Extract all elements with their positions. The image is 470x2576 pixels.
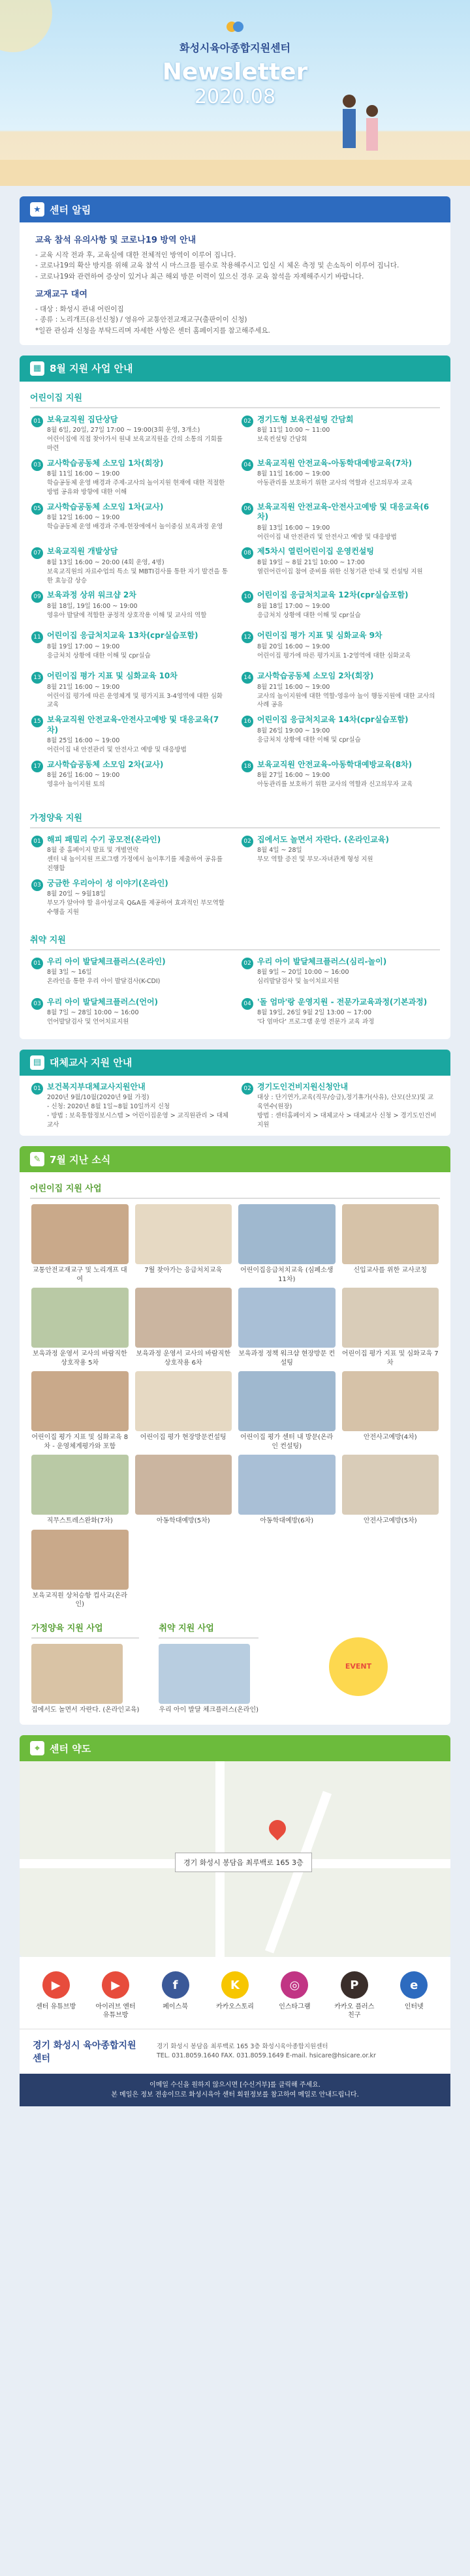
sns-icon: f — [162, 1971, 189, 1999]
event-number: 01 — [31, 416, 43, 427]
event-item[interactable] — [242, 1082, 439, 1130]
event-item[interactable] — [242, 459, 439, 497]
july-photo[interactable] — [135, 1204, 232, 1264]
sns-icon: ▶ — [42, 1971, 70, 1999]
event-badge[interactable]: EVENT — [329, 1637, 388, 1696]
event-title: 집에서도 놀면서 자란다. (온라인교육) — [257, 834, 389, 844]
daycare-support-subheading: 어린이집 지원 — [30, 388, 440, 408]
july-photo[interactable] — [238, 1288, 336, 1348]
event-number: 02 — [242, 836, 253, 847]
july-photo-caption: 7월 찾아가는 응급처치교육 — [144, 1267, 223, 1275]
event-title: 제5차시 열린어린이집 운영컨설팅 — [257, 547, 374, 556]
event-item[interactable] — [242, 547, 439, 585]
event-item[interactable] — [31, 1082, 228, 1130]
event-desc: 8월 26일 19:00 ~ 19:00 응급처치 상황에 대한 이해 및 cpr실습 — [257, 727, 361, 744]
event-item[interactable] — [242, 502, 439, 542]
july-photo-caption: 어린이집 평가 현장방문컨설팅 — [140, 1434, 227, 1442]
event-item[interactable] — [31, 459, 228, 497]
notice-section — [20, 196, 450, 345]
calendar-icon: ▦ — [30, 361, 44, 376]
event-title: 우리 아이 발달체크플러스(심리-놀이) — [257, 956, 387, 966]
event-desc: 8월 19일, 26일 9월 2일 13:00 ~ 17:00 '다 엄마다' 프로그램 운영 전문가 교육 과정 — [257, 1009, 375, 1026]
event-number: 13 — [31, 672, 43, 684]
event-title: 해피 패밀리 수기 공모전(온라인) — [47, 834, 161, 844]
event-desc: 8월 11일 16:00 ~ 19:00 아동관리를 보호하기 위한 교사의 역할과 신고의무자 교육 — [257, 470, 413, 487]
event-number: 01 — [31, 1083, 43, 1095]
hero-title-block — [0, 20, 470, 108]
sns-label: 인스타그램 — [279, 2003, 311, 2011]
event-desc: 8월 19일 ~ 8월 21일 10:00 ~ 17:00 열린어린이집 참여 준비를 위한 신청기관 안내 및 컨설팅 지원 — [257, 558, 423, 575]
july-photo[interactable] — [342, 1288, 439, 1348]
event-title: 보육교직원 안전교육-안전사고예방 및 대응교육(6차) — [257, 502, 430, 522]
event-desc: 8월 6일, 20일, 27일 17:00 ~ 19:00(3회 운영, 3개소) 어린이집에 직접 찾아가서 원내 보육교직원을 간의 소통의 기회를 마련 — [47, 427, 223, 452]
event-title: 보육교직원 집단상담 — [47, 414, 118, 424]
event-item[interactable] — [242, 671, 439, 710]
footer-org: 경기 화성시 육아종합지원센터 — [33, 2040, 136, 2065]
july-photo-caption: 어린이집응급처치교육 (심폐소생 11차) — [240, 1267, 334, 1283]
event-desc: 8월 4일 ~ 28일 부모 역할 증진 및 부모-자녀관계 형성 지원 — [257, 847, 373, 864]
event-number: 01 — [31, 836, 43, 847]
program-section — [20, 356, 450, 1039]
event-desc: 대상 : 단기연가,교육(직무/승급),정기휴가(사유), 산모(산모)및 교육연수(원장) 방법 : 센터홈페이지 > 대체교사 > 대체교사 신청 > 경기도인건비지원 — [257, 1094, 437, 1129]
event-title: 궁금한 우리아이 성 이야기(온라인) — [47, 878, 168, 888]
event-item[interactable] — [242, 835, 439, 873]
july-weak-caption: 우리 아이 발달 체크플러스(온라인) — [159, 1706, 259, 1714]
july-photo-caption: 신입교사를 위한 교사코칭 — [353, 1267, 428, 1275]
event-item[interactable] — [242, 415, 439, 453]
july-photo[interactable] — [135, 1288, 232, 1348]
event-title: 보건복지부대체교사지원안내 — [47, 1082, 146, 1091]
event-title: 어린이집 응급처치교육 12차(cpr실습포함) — [257, 590, 409, 600]
july-home-subheading: 가정양육 지원 사업 — [31, 1618, 139, 1639]
newsletter-title: Newsletter — [162, 59, 308, 85]
event-desc: 8월 13일 16:00 ~ 20:00 (4회 운영, 4명) 보육교직원의 자료수업의 특소 및 MBTI검사를 통한 자기 발견을 통한 효능감 상승 — [47, 558, 228, 584]
map-section — [20, 1735, 450, 1957]
event-item[interactable] — [242, 715, 439, 755]
event-number: 01 — [31, 958, 43, 969]
sns-icon: K — [221, 1971, 249, 1999]
event-item[interactable] — [31, 671, 228, 710]
july-photo-caption: 안전사고예방(4차) — [363, 1434, 417, 1442]
notice-covid-title: 교육 참석 유의사항 및 코로나19 방역 안내 — [35, 235, 196, 245]
sand-decoration — [0, 160, 470, 186]
event-desc: 8월 중 홈페이지 발표 및 개별연락 센터 내 놀이지원 프로그램 가정에서 놀이후기를 제출하여 공유를 진행함 — [47, 847, 223, 872]
hero-banner — [0, 0, 470, 186]
footer — [20, 2029, 450, 2074]
sns-links — [20, 1957, 450, 2029]
event-title: 보육과정 상위 워크샵 2차 — [47, 590, 136, 600]
org-logo-icon — [225, 20, 245, 34]
event-item[interactable] — [31, 502, 228, 542]
sns-label: 페이스북 — [163, 2003, 188, 2011]
home-event-list — [20, 828, 450, 924]
sns-icon: P — [341, 1971, 368, 1999]
home-support-subheading: 가정양육 지원 — [30, 808, 440, 828]
july-news-section — [20, 1146, 450, 1725]
event-title: 어린이집 평가 지표 및 심화교육 9차 — [257, 631, 383, 641]
event-title: 교사학습공동체 소모임 2차(교사) — [47, 759, 164, 769]
sns-link[interactable] — [212, 1971, 258, 2020]
event-number: 02 — [242, 958, 253, 969]
sns-label: 카카오스토리 — [215, 2003, 254, 2011]
event-desc: 8월 13일 16:00 ~ 19:00 어린이집 내 안전관리 및 안전사고 예방 및 대응방법 — [257, 524, 397, 541]
july-home-caption: 집에서도 놀면서 자란다. (온라인교육) — [31, 1706, 140, 1714]
event-item[interactable] — [31, 835, 228, 873]
event-title: 경기도형 보육컨설팅 간담회 — [257, 414, 354, 424]
july-photo[interactable] — [31, 1288, 129, 1348]
july-photo-caption: 아동학대예방(6차) — [260, 1517, 314, 1525]
event-number: 06 — [242, 503, 253, 515]
event-item[interactable] — [242, 957, 439, 992]
july-photo[interactable] — [342, 1204, 439, 1264]
event-item[interactable] — [31, 760, 228, 795]
event-item[interactable] — [31, 715, 228, 755]
july-photo[interactable] — [31, 1455, 129, 1515]
news-icon: ✎ — [30, 1152, 44, 1166]
location-pin-icon — [266, 1817, 290, 1841]
event-desc: 8월 21일 16:00 ~ 19:00 교사의 놀이지원에 대한 역할-영유아 놀이 행동지원에 대한 교사의 사례 공유 — [257, 683, 435, 709]
event-number: 04 — [242, 998, 253, 1010]
july-daycare-subheading: 어린이집 지원 사업 — [30, 1179, 440, 1199]
july-photo-caption: 보육과정 운영서 교사의 바람직한 상호작용 6차 — [136, 1350, 231, 1367]
event-desc: 8월 19일 17:00 ~ 19:00 응급처치 상황에 대한 이해 및 cpr실습 — [47, 643, 151, 659]
newsletter-date: 2020.08 — [194, 85, 276, 108]
event-desc: 8월 11일 16:00 ~ 19:00 학습공동체 운영 배경과 주제-교사의 놀이지원 현재에 대한 적절한 방법 공유와 방향에 대한 이해 — [47, 470, 225, 496]
event-desc: 8월 20일 ~ 9월18일 부모가 알아야 할 유아성교육 Q&A를 제공하여 효과적인 부모역할 수행을 지원 — [47, 890, 225, 916]
july-photo-caption: 아동학대예방(5차) — [156, 1517, 210, 1525]
notice-covid-text: - 교육 시작 전과 후, 교육실에 대한 전체적인 방역이 이루어 집니다. - 코로나19의 확산 방지를 위해 교육 참석 시 마스크를 필수로 착용해주시고 입실 시 체온 측정 및 손소독이 이루어 집니다. - 코로나19와 관련하여 증상이 있거나 최근 해외 방문 이력이 있으신 경우 교육 참석을 자제해주시기 바랍니다. — [35, 251, 400, 280]
event-desc: 8월 18일, 19일 16:00 ~ 19:00 영유아 발달에 적합한 공정적 상호작용 이해 및 교사의 역할 — [47, 602, 207, 619]
sns-link[interactable] — [153, 1971, 198, 2020]
sns-link[interactable] — [332, 1971, 377, 2020]
sns-label: 센터 유튜브방 — [36, 2003, 76, 2011]
event-item[interactable] — [242, 760, 439, 795]
event-title: 우리 아이 발달체크플러스(언어) — [47, 997, 159, 1007]
event-number: 03 — [31, 879, 43, 891]
event-item[interactable] — [242, 631, 439, 666]
sns-link[interactable] — [391, 1971, 437, 2020]
july-photo-caption: 어린이집 평가 지표 및 심화교육 8차 - 운영체계평가와 포함 — [31, 1434, 129, 1450]
substitute-list — [20, 1076, 450, 1136]
event-number: 11 — [31, 631, 43, 643]
event-desc: 8월 9일 ~ 20일 10:00 ~ 16:00 심리발달검사 및 놀이치료지원 — [257, 969, 349, 986]
event-desc: 8월 7일 ~ 28일 10:00 ~ 16:00 언어발달검사 및 언어치료지원 — [47, 1009, 139, 1026]
sns-icon: ◎ — [281, 1971, 308, 1999]
july-photo-caption: 보육과정 운영서 교사의 바람직한 상호작용 5차 — [32, 1350, 127, 1367]
july-photo[interactable] — [238, 1204, 336, 1264]
july-photo[interactable] — [135, 1371, 232, 1431]
july-photo[interactable] — [31, 1371, 129, 1431]
event-number: 10 — [242, 591, 253, 603]
july-photo-caption: 어린이집 평가 센터 내 방문(온라인 컨설팅) — [240, 1434, 334, 1450]
sns-icon: e — [400, 1971, 428, 1999]
event-item[interactable] — [242, 590, 439, 626]
july-home-photo[interactable] — [31, 1644, 123, 1704]
july-photo-caption: 보육교직원 상처승항 컵사교(온라인) — [32, 1592, 127, 1609]
event-desc: 8월 18일 17:00 ~ 19:00 응급처치 상황에 대한 이해 및 cpr실습 — [257, 602, 361, 619]
event-item[interactable] — [31, 957, 228, 992]
event-number: 09 — [31, 591, 43, 603]
event-desc: 8월 26일 16:00 ~ 19:00 영유아 놀이지원 토의 — [47, 772, 120, 789]
event-title: 교사학습공동체 소모임 1차(교사) — [47, 502, 164, 511]
sns-icon: ▶ — [102, 1971, 129, 1999]
event-number: 18 — [242, 761, 253, 772]
event-title: 어린이집 평가 지표 및 심화교육 10차 — [47, 671, 178, 681]
event-title: '돌 엄마'랑 운영지원 - 전문가교육과정(기본과정) — [257, 997, 428, 1007]
event-number: 04 — [242, 459, 253, 471]
july-photo[interactable] — [135, 1455, 232, 1515]
event-number: 02 — [242, 1083, 253, 1095]
location-map[interactable] — [20, 1761, 450, 1957]
event-title: 교사학습공동체 소모임 2차(회장) — [257, 671, 374, 681]
event-number: 07 — [31, 547, 43, 559]
july-photo[interactable] — [342, 1371, 439, 1431]
family-illustration — [333, 75, 392, 173]
event-desc: 8월 21일 16:00 ~ 19:00 어린이집 평가에 따른 운영체계 및 평가지표 3-4영역에 대한 심화교육 — [47, 683, 223, 709]
event-desc: 8월 12일 16:00 ~ 19:00 학습공동체 운영 배경과 주제-현장에에서 놀이중심 보육과정 운영 — [47, 514, 223, 531]
july-photo-grid — [20, 1199, 450, 1614]
map-address: 경기 화성시 봉담읍 최루백로 165 3층 — [175, 1853, 312, 1872]
notice-rental-title: 교재교구 대여 — [35, 289, 87, 299]
july-photo-caption: 어린이집 평가 지표 및 심화교육 7차 — [341, 1350, 439, 1367]
event-desc: 8월 3일 ~ 16일 온라인을 통한 우리 아이 발달검사(K-CDI) — [47, 969, 161, 986]
sns-label: 아이러브 엔터 유튜브방 — [95, 2003, 136, 2020]
map-road — [265, 1791, 332, 1954]
event-item[interactable] — [31, 547, 228, 585]
event-item[interactable] — [31, 590, 228, 626]
july-photo-caption: 보육과정 정책 워크샵 현장방문 컨설팅 — [238, 1350, 336, 1367]
vulnerable-support-subheading: 취약 지원 — [30, 930, 440, 950]
daycare-event-list — [20, 408, 450, 802]
event-item[interactable] — [31, 997, 228, 1033]
event-number: 03 — [31, 459, 43, 471]
event-number: 08 — [242, 547, 253, 559]
substitute-teacher-section — [20, 1050, 450, 1136]
event-desc: 8월 27일 16:00 ~ 19:00 아동관리를 보호하기 위한 교사의 역할과 신고의무자 교육 — [257, 772, 413, 789]
july-heading: 7월 지난 소식 — [50, 1153, 111, 1166]
event-number: 15 — [31, 716, 43, 727]
event-item[interactable] — [242, 997, 439, 1033]
july-photo-caption: 직무스트레스완화(7차) — [46, 1517, 113, 1525]
july-photo-caption: 안전사고예방(5차) — [363, 1517, 417, 1525]
sns-label: 인터넷 — [404, 2003, 424, 2011]
july-weak-photo[interactable] — [159, 1644, 250, 1704]
event-desc: 8월 20일 16:00 ~ 19:00 어린이집 평가에 따른 평가지표 1-2영역에 대한 심화교육 — [257, 643, 411, 659]
event-desc: 2020년 9월/10월(2020년 9월 가정) - 신청: 2020년 8월 1일~8월 10일까지 신청 - 방법 : 보육통합정보시스템 > 어린이집운영 > 교직원관리 > 대체교사 — [47, 1094, 228, 1129]
event-number: 05 — [31, 503, 43, 515]
july-photo[interactable] — [238, 1455, 336, 1515]
july-photo[interactable] — [238, 1371, 336, 1431]
july-photo-caption: 교통안전교재교구 및 노리개프 대여 — [32, 1267, 127, 1283]
footer-address: 경기 화성시 봉담읍 최루백로 165 3층 화성시육아종합지원센터 TEL. 031.8059.1640 FAX. 031.8059.1649 E-mail. hsicare@hsicare.or.kr — [157, 2043, 376, 2060]
event-title: 어린이집 응급처치교육 13차(cpr실습포함) — [47, 631, 198, 641]
event-title: 어린이집 응급처치교육 14차(cpr실습포함) — [257, 715, 409, 725]
event-title: 보육교직원 개발상담 — [47, 547, 118, 556]
notice-rental-text: - 대상 : 화성시 관내 어린이집 - 종류 : 노리개프(유선신청) / 영유아 교통안전교재교구(출판이이 신청) *일관 관심과 신청을 부탁드리며 자세한 사항은 센터 홈페이지를 참고해주세요. — [35, 305, 270, 335]
notice-heading: 센터 알림 — [50, 204, 91, 216]
org-name: 화성시육아종합지원센터 — [179, 42, 291, 54]
event-desc: 8월 25일 16:00 ~ 19:00 어린이집 내 안전관리 및 안전사고 예방 및 대응방법 — [47, 737, 187, 754]
july-photo[interactable] — [31, 1530, 129, 1590]
sns-label: 카카오 플러스친구 — [334, 2003, 375, 2020]
vulnerable-event-list — [20, 950, 450, 1039]
program-heading: 8월 지원 사업 안내 — [50, 363, 133, 375]
event-title: 우리 아이 발달체크플러스(온라인) — [47, 956, 166, 966]
event-desc: 8월 11일 10:00 ~ 11:00 보육컨설팅 간담회 — [257, 427, 330, 444]
bell-icon: ★ — [30, 202, 44, 217]
document-icon: ▤ — [30, 1055, 44, 1070]
map-heading: 센터 약도 — [50, 1742, 91, 1755]
event-number: 12 — [242, 631, 253, 643]
event-number: 02 — [242, 416, 253, 427]
event-title: 보육교직원 안전교육-아동학대예방교육(7차) — [257, 458, 413, 468]
sns-link[interactable] — [33, 1971, 79, 2020]
event-item[interactable] — [31, 879, 228, 917]
substitute-heading: 대체교사 지원 안내 — [50, 1057, 133, 1069]
sns-link[interactable] — [272, 1971, 317, 2020]
event-title: 보육교직원 안전교육-안전사고예방 및 대응교육(7차) — [47, 715, 219, 735]
unsubscribe-notice: 이메일 수신을 원하지 않으시면 [수신거부]를 클릭해 주세요. 본 메일은 정보 전송이므로 화성시육아 센터 회원정보를 참고하여 메일로 안내드립니다. — [20, 2074, 450, 2106]
july-photo[interactable] — [342, 1455, 439, 1515]
event-title: 교사학습공동체 소모임 1차(회장) — [47, 458, 164, 468]
event-item[interactable] — [31, 631, 228, 666]
sns-link[interactable] — [93, 1971, 138, 2020]
event-title: 경기도인건비지원신청안내 — [257, 1082, 349, 1091]
event-number: 17 — [31, 761, 43, 772]
july-photo[interactable] — [31, 1204, 129, 1264]
july-weak-subheading: 취약 지원 사업 — [159, 1618, 258, 1639]
event-number: 03 — [31, 998, 43, 1010]
event-number: 14 — [242, 672, 253, 684]
event-title: 보육교직원 안전교육-아동학대예방교육(8차) — [257, 759, 413, 769]
map-pin-icon: ⌖ — [30, 1741, 44, 1755]
event-number: 16 — [242, 716, 253, 727]
event-item[interactable] — [31, 415, 228, 453]
